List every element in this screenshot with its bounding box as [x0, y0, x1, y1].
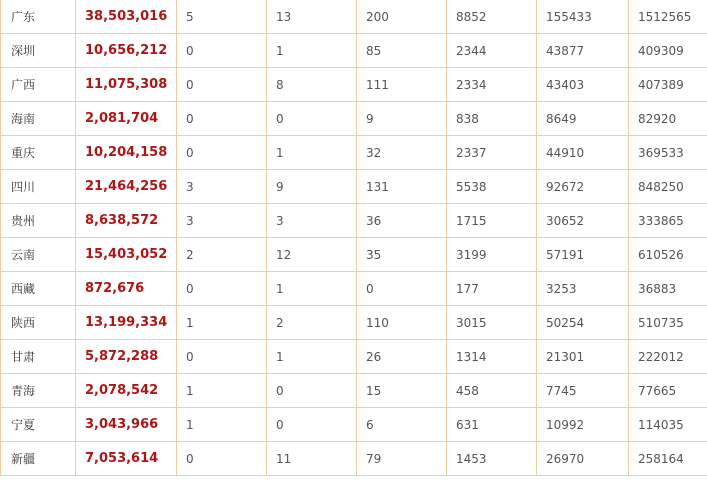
- value-cell-3: 85: [357, 34, 447, 68]
- value-cell-6: 222012: [629, 340, 707, 374]
- value-cell-3: 9: [357, 102, 447, 136]
- value-cell-6: 409309: [629, 34, 707, 68]
- value-cell-4: 1715: [447, 204, 537, 238]
- value-cell-4: 838: [447, 102, 537, 136]
- table-row: [1, 102, 707, 136]
- value-cell-2: 8: [267, 68, 357, 102]
- value-cell-2: 0: [267, 374, 357, 408]
- table-row: [1, 136, 707, 170]
- value-cell-4: 8852: [447, 0, 537, 34]
- population-cell: 38,503,016: [76, 0, 177, 34]
- region-cell: 青海: [1, 374, 76, 408]
- table-row: [1, 374, 707, 408]
- population-cell: 872,676: [76, 272, 177, 306]
- value-cell-6: 333865: [629, 204, 707, 238]
- value-cell-1: 1: [177, 408, 267, 442]
- value-cell-5: 92672: [537, 170, 629, 204]
- value-cell-6: 36883: [629, 272, 707, 306]
- region-cell: 广东: [1, 0, 76, 34]
- population-cell: 5,872,288: [76, 340, 177, 374]
- value-cell-1: 0: [177, 34, 267, 68]
- table-row: [1, 0, 707, 34]
- value-cell-4: 3199: [447, 238, 537, 272]
- table-row: [1, 442, 707, 476]
- value-cell-2: 0: [267, 408, 357, 442]
- region-cell: 贵州: [1, 204, 76, 238]
- population-cell: 10,204,158: [76, 136, 177, 170]
- value-cell-4: 177: [447, 272, 537, 306]
- region-cell: 甘肃: [1, 340, 76, 374]
- value-cell-3: 36: [357, 204, 447, 238]
- value-cell-5: 43403: [537, 68, 629, 102]
- value-cell-4: 458: [447, 374, 537, 408]
- value-cell-6: 82920: [629, 102, 707, 136]
- value-cell-1: 0: [177, 136, 267, 170]
- region-cell: 云南: [1, 238, 76, 272]
- value-cell-6: 369533: [629, 136, 707, 170]
- region-cell: 海南: [1, 102, 76, 136]
- value-cell-1: 0: [177, 340, 267, 374]
- value-cell-2: 1: [267, 136, 357, 170]
- table-row: [1, 68, 707, 102]
- value-cell-4: 2337: [447, 136, 537, 170]
- value-cell-3: 35: [357, 238, 447, 272]
- table-row: [1, 306, 707, 340]
- value-cell-2: 3: [267, 204, 357, 238]
- value-cell-3: 32: [357, 136, 447, 170]
- value-cell-4: 1314: [447, 340, 537, 374]
- value-cell-4: 3015: [447, 306, 537, 340]
- region-cell: 宁夏: [1, 408, 76, 442]
- value-cell-2: 1: [267, 272, 357, 306]
- value-cell-2: 1: [267, 340, 357, 374]
- value-cell-5: 7745: [537, 374, 629, 408]
- value-cell-3: 0: [357, 272, 447, 306]
- table-row: [1, 238, 707, 272]
- population-cell: 21,464,256: [76, 170, 177, 204]
- value-cell-1: 3: [177, 204, 267, 238]
- value-cell-5: 43877: [537, 34, 629, 68]
- value-cell-3: 79: [357, 442, 447, 476]
- table-row: [1, 272, 707, 306]
- value-cell-5: 155433: [537, 0, 629, 34]
- value-cell-3: 111: [357, 68, 447, 102]
- value-cell-1: 1: [177, 306, 267, 340]
- value-cell-2: 9: [267, 170, 357, 204]
- value-cell-6: 1512565: [629, 0, 707, 34]
- value-cell-1: 2: [177, 238, 267, 272]
- region-cell: 深圳: [1, 34, 76, 68]
- value-cell-5: 26970: [537, 442, 629, 476]
- value-cell-4: 631: [447, 408, 537, 442]
- value-cell-6: 510735: [629, 306, 707, 340]
- value-cell-3: 110: [357, 306, 447, 340]
- value-cell-5: 3253: [537, 272, 629, 306]
- region-cell: 广西: [1, 68, 76, 102]
- value-cell-2: 12: [267, 238, 357, 272]
- value-cell-1: 0: [177, 442, 267, 476]
- value-cell-4: 2334: [447, 68, 537, 102]
- table-row: [1, 408, 707, 442]
- value-cell-1: 0: [177, 102, 267, 136]
- table-row: [1, 170, 707, 204]
- value-cell-5: 21301: [537, 340, 629, 374]
- population-cell: 15,403,052: [76, 238, 177, 272]
- value-cell-5: 57191: [537, 238, 629, 272]
- value-cell-5: 30652: [537, 204, 629, 238]
- value-cell-6: 407389: [629, 68, 707, 102]
- population-cell: 8,638,572: [76, 204, 177, 238]
- population-cell: 10,656,212: [76, 34, 177, 68]
- value-cell-6: 77665: [629, 374, 707, 408]
- value-cell-6: 114035: [629, 408, 707, 442]
- table-row: [1, 34, 707, 68]
- population-cell: 7,053,614: [76, 442, 177, 476]
- value-cell-3: 26: [357, 340, 447, 374]
- population-cell: 2,081,704: [76, 102, 177, 136]
- value-cell-5: 44910: [537, 136, 629, 170]
- value-cell-6: 848250: [629, 170, 707, 204]
- region-cell: 四川: [1, 170, 76, 204]
- value-cell-4: 2344: [447, 34, 537, 68]
- population-cell: 2,078,542: [76, 374, 177, 408]
- table-body: [1, 0, 707, 476]
- value-cell-2: 11: [267, 442, 357, 476]
- value-cell-5: 50254: [537, 306, 629, 340]
- region-cell: 重庆: [1, 136, 76, 170]
- region-cell: 陕西: [1, 306, 76, 340]
- value-cell-1: 0: [177, 272, 267, 306]
- region-cell: 西藏: [1, 272, 76, 306]
- value-cell-1: 5: [177, 0, 267, 34]
- value-cell-3: 15: [357, 374, 447, 408]
- value-cell-5: 8649: [537, 102, 629, 136]
- value-cell-1: 0: [177, 68, 267, 102]
- value-cell-4: 1453: [447, 442, 537, 476]
- value-cell-2: 1: [267, 34, 357, 68]
- value-cell-6: 258164: [629, 442, 707, 476]
- value-cell-3: 6: [357, 408, 447, 442]
- value-cell-3: 200: [357, 0, 447, 34]
- value-cell-6: 610526: [629, 238, 707, 272]
- value-cell-4: 5538: [447, 170, 537, 204]
- table-row: [1, 204, 707, 238]
- population-cell: 3,043,966: [76, 408, 177, 442]
- value-cell-2: 2: [267, 306, 357, 340]
- value-cell-2: 0: [267, 102, 357, 136]
- population-cell: 11,075,308: [76, 68, 177, 102]
- value-cell-1: 1: [177, 374, 267, 408]
- table-row: [1, 340, 707, 374]
- value-cell-2: 13: [267, 0, 357, 34]
- population-cell: 13,199,334: [76, 306, 177, 340]
- region-cell: 新疆: [1, 442, 76, 476]
- value-cell-3: 131: [357, 170, 447, 204]
- value-cell-1: 3: [177, 170, 267, 204]
- value-cell-5: 10992: [537, 408, 629, 442]
